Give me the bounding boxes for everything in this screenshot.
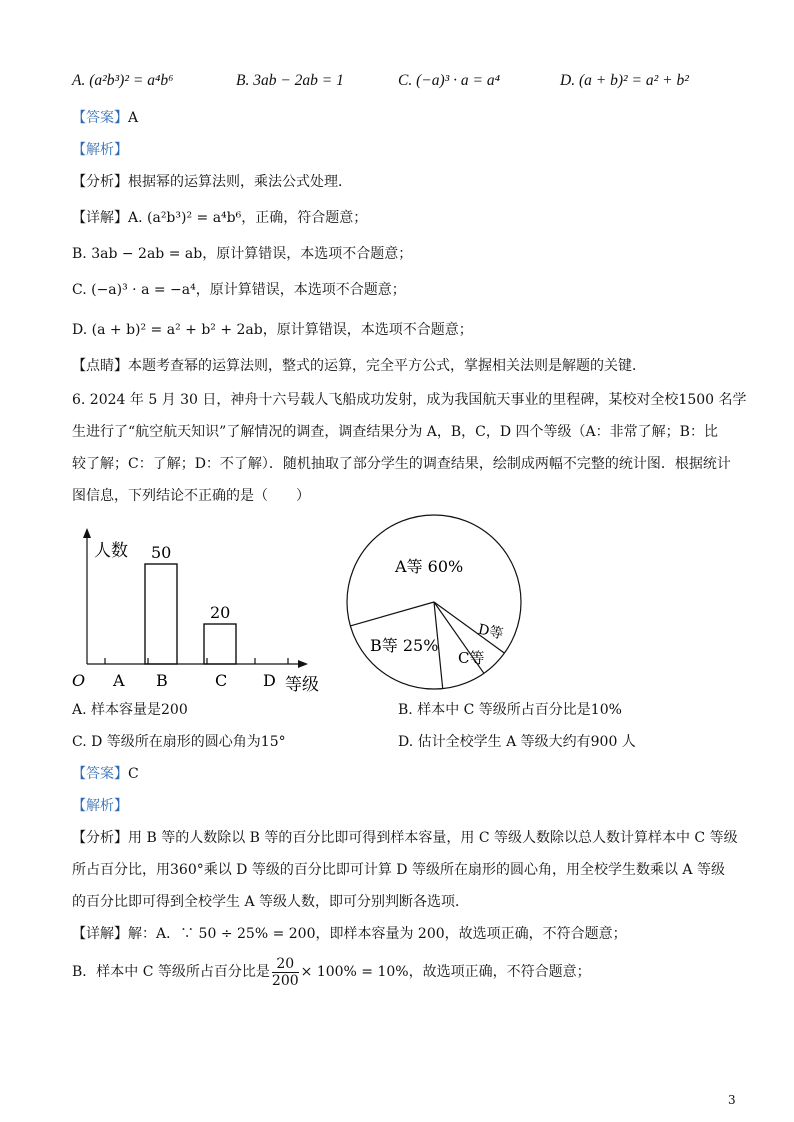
q6-answer-line — [72, 764, 139, 784]
q5-answer-line — [72, 108, 138, 128]
bar-c — [204, 624, 236, 664]
fraction-denominator: 200 — [271, 972, 299, 989]
q5-detail-b: B. 3ab − 2ab = ab，原计算错误，本选项不合题意； — [72, 246, 413, 262]
q6-stem-line3: 较了解；C：了解；D：不了解）．随机抽取了部分学生的调查结果，绘制成两幅不完整的统计图．根据统计 — [72, 456, 731, 472]
dianjing-text: 本题考查幂的运算法则，整式的运算，完全平方公式，掌握相关法则是解题的关键． — [128, 358, 646, 374]
y-axis-arrow — [83, 528, 91, 538]
q6-detail-b — [72, 952, 591, 992]
answer-value: C — [128, 766, 139, 782]
q6-option-c: C. D 等级所在扇形的圆心角为15° — [72, 734, 286, 750]
bar-value-label-c: 20 — [210, 603, 231, 622]
xiangjie-tag: 【详解】 — [72, 210, 128, 226]
q6-detail-a — [72, 924, 627, 944]
fenxi-text: 根据幂的运算法则，乘法公式处理． — [128, 174, 352, 190]
pie-label-a: A等 60% — [395, 557, 464, 576]
bar-b — [145, 564, 177, 664]
q6-stem-line1: 6. 2024 年 5 月 30 日，神舟十六号载人飞船成功发射，成为我国航天事业的里程碑，某校对全校1500 名学 — [72, 392, 747, 408]
q5-detail-a — [72, 208, 367, 228]
bar-chart — [60, 520, 340, 700]
detail-text: A. (a²b³)² = a⁴b⁶，正确，符合题意； — [128, 210, 368, 226]
dianjing-tag: 【点睛】 — [72, 358, 128, 374]
fraction — [272, 956, 299, 989]
analysis-tag: 【解析】 — [72, 798, 128, 814]
pie-chart — [340, 510, 540, 700]
q5-dianjing — [72, 356, 646, 376]
q5-option-c: C. (−a)³ · a = a⁴ — [398, 72, 500, 89]
q5-detail-c: C. (−a)³ · a = −a⁴，原计算错误，本选项不合题意； — [72, 282, 406, 298]
detail-text: 解：A．∵ 50 ÷ 25% = 200，即样本容量为 200，故选项正确，不符合题意； — [128, 926, 627, 942]
detail-b-suffix: × 100% = 10%，故选项正确，不符合题意； — [300, 964, 591, 980]
bar-value-label-b: 50 — [151, 543, 172, 562]
pie-label-d: D等 — [476, 621, 505, 643]
fenxi-tag: 【分析】 — [72, 830, 128, 846]
x-tick-label-a: A — [113, 671, 125, 690]
q6-fenxi-line1 — [72, 828, 738, 848]
q5-fenxi — [72, 172, 352, 192]
q5-option-d: D. (a + b)² = a² + b² — [560, 72, 689, 89]
fenxi-text: 用 B 等的人数除以 B 等的百分比即可得到样本容量，用 C 等级人数除以总人数计算样本中 C 等级 — [128, 830, 738, 846]
page-number: 3 — [728, 1093, 736, 1107]
detail-b-prefix: B．样本中 C 等级所占百分比是 — [72, 964, 270, 980]
q5-detail-d: D. (a + b)² = a² + b² + 2ab，原计算错误，本选项不合题意； — [72, 322, 473, 338]
x-tick-label-d: D — [263, 671, 276, 690]
q6-option-a: A. 样本容量是200 — [72, 702, 188, 718]
pie-divider-ab — [350, 602, 434, 626]
answer-tag: 【答案】 — [72, 766, 128, 782]
q5-option-b: B. 3ab − 2ab = 1 — [236, 72, 344, 89]
analysis-tag: 【解析】 — [72, 142, 128, 158]
x-tick-label-b: B — [156, 671, 168, 690]
xiangjie-tag: 【详解】 — [72, 926, 128, 942]
q6-stem-line4: 图信息，下列结论不正确的是（ ） — [72, 488, 310, 504]
q5-option-a: A. (a²b³)² = a⁴b⁶ — [72, 72, 174, 89]
fraction-numerator: 20 — [272, 956, 299, 973]
pie-label-c: C等 — [458, 649, 485, 667]
q6-option-b: B. 样本中 C 等级所占百分比是10% — [398, 702, 622, 718]
q6-stem-line2: 生进行了“航空航天知识”了解情况的调查，调查结果分为 A，B，C，D 四个等级（A：非常了解；B：比 — [72, 424, 718, 440]
x-axis-label: 等级 — [285, 675, 319, 695]
x-tick-label-c: C — [215, 671, 228, 690]
fenxi-tag: 【分析】 — [72, 174, 128, 190]
answer-value: A — [128, 110, 139, 126]
x-axis-arrow — [298, 660, 308, 668]
y-axis-label: 人数 — [94, 541, 128, 561]
q6-option-d: D. 估计全校学生 A 等级大约有900 人 — [398, 734, 636, 750]
q6-fenxi-line2: 所占百分比，用360°乘以 D 等级的百分比即可计算 D 等级所在扇形的圆心角，用全校学生数乘以 A 等级 — [72, 862, 725, 878]
answer-tag: 【答案】 — [72, 110, 128, 126]
q6-fenxi-line3: 的百分比即可得到全校学生 A 等级人数，即可分别判断各选项． — [72, 894, 470, 910]
origin-label: O — [72, 671, 86, 690]
pie-label-b: B等 25% — [370, 636, 439, 655]
